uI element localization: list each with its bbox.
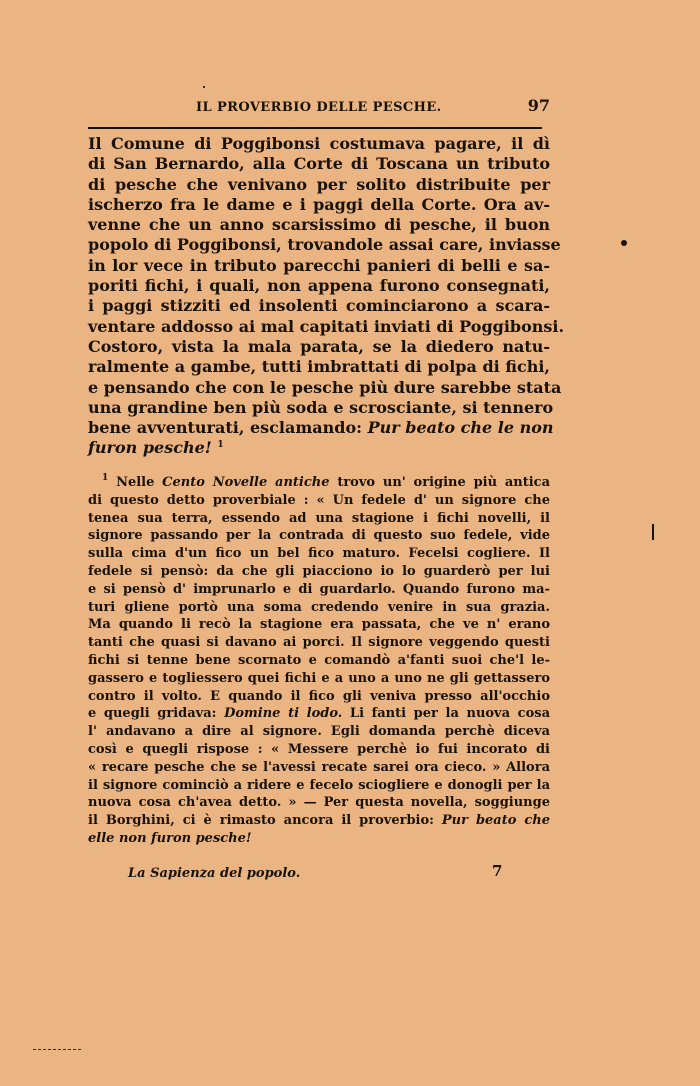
- body-line: Il Comune di Poggibonsi costumava pagare, il dì: [88, 134, 550, 153]
- footnote-line: tanti che quasi si davano ai porci. Il signore veggendo questi: [88, 635, 550, 651]
- body-line: [88, 418, 554, 438]
- footnote-line: di questo detto proverbiale : « Un fedele d' un signore che: [88, 492, 550, 508]
- footnote-line: sulla cima d'un fico un bel fico maturo. Fecelsi cogliere. Il: [88, 546, 550, 562]
- footnote-line: contro il volto. E quando il fico gli veniva presso all'occhio: [88, 688, 550, 704]
- signature-number: 7: [492, 862, 503, 880]
- exclamation-italic: Pur beato che le non: [367, 418, 554, 438]
- footnote-line: [88, 705, 550, 723]
- footnote-reference: 1: [217, 440, 224, 451]
- footnote-line: [88, 830, 550, 848]
- footnote-line: l' andavano a dire al signore. Egli domanda perchè diceva: [88, 724, 550, 740]
- footnote-line: tenea sua terra, essendo ad una stagione i fichi novelli, il: [88, 510, 550, 526]
- footnote-text: trovo un' origine più antica: [329, 475, 551, 490]
- body-line: una grandine ben più soda e scrosciante, si tennero: [88, 397, 554, 417]
- footnote-line: gassero e togliessero quei fichi e a uno a uno ne gli gettassero: [88, 670, 550, 686]
- body-line: ralmente a gambe, tutti imbrattati di polpa di fichi,: [88, 357, 550, 377]
- body-line: in lor vece in tributo parecchi panieri di belli e sa-: [88, 255, 550, 275]
- footnote-line: Ma quando li recò la stagione era passata, che ve n' erano: [88, 617, 550, 633]
- footnote-line: signore passando per la contrada di questo suo fedele, vide: [88, 528, 550, 544]
- running-title: IL PROVERBIO DELLE PESCHE.: [196, 100, 442, 115]
- footnote-line: [88, 812, 550, 830]
- footnote-line: così e quegli rispose : « Messere perchè io fui incorato di: [88, 741, 550, 757]
- footnote-line: fedele si pensò: da che gli piacciono io lo guarderò per lui: [88, 563, 550, 579]
- exclamation-italic-end: furon pesche!: [88, 438, 212, 458]
- paper-speck: [203, 86, 205, 88]
- footnote-line: turi gliene portò una soma credendo venire in sua grazia.: [88, 599, 550, 615]
- body-line: poriti fichi, i quali, non appena furono consegnati,: [88, 276, 550, 296]
- body-line: ischerzo fra le dame e i paggi della Corte. Ora av-: [88, 194, 550, 214]
- body-line: venne che un anno scarsissimo di pesche, il buon: [88, 215, 550, 235]
- paper-mark: [33, 1049, 81, 1050]
- margin-ink-dot: [621, 240, 627, 246]
- footnote-line: e si pensò d' imprunarlo e di guardarlo. Quando furono ma-: [88, 581, 550, 597]
- page-header: [88, 96, 550, 120]
- footnote-line: fichi si tenne bene scornato e comandò a'fanti suoi che'l le-: [88, 652, 550, 668]
- body-line: i paggi stizziti ed insolenti cominciarono a scara-: [88, 296, 550, 316]
- proverb-italic-end: elle non furon pesche!: [88, 830, 252, 846]
- footnote-line: il signore cominciò a ridere e fecelo sciogliere e donogli per la: [88, 777, 550, 793]
- latin-cry: Domine ti lodo.: [224, 706, 343, 722]
- margin-ink-mark: [652, 524, 654, 540]
- work-title: Cento Novelle antiche: [162, 475, 330, 490]
- footnote-text: Li fanti per la nuova cosa: [342, 706, 550, 722]
- body-line: [88, 438, 550, 458]
- footnote-text: e quegli gridava:: [88, 706, 225, 722]
- body-line: e pensando che con le pesche più dure sarebbe stata: [88, 377, 562, 397]
- footnote: [88, 474, 550, 848]
- body-line: popolo di Poggibonsi, trovandole assai care, inviasse: [88, 235, 561, 255]
- footnote-text: Nelle: [108, 475, 163, 490]
- body-line: di San Bernardo, alla Corte di Toscana un tributo: [88, 154, 550, 174]
- header-rule: [88, 127, 542, 129]
- proverb-italic: Pur beato che: [441, 813, 550, 829]
- page-number: 97: [527, 96, 550, 115]
- signature-line: La Sapienza del popolo.: [128, 866, 301, 881]
- footnote-marker: 1: [102, 473, 109, 483]
- body-line-text: bene avventurati, esclamando:: [88, 418, 368, 438]
- body-line: Costoro, vista la mala parata, se la diedero natu-: [88, 336, 550, 356]
- footnote-line: [88, 474, 550, 492]
- footnote-text: il Borghini, ci è rimasto ancora il proverbio:: [88, 813, 442, 829]
- footnote-line: « recare pesche che se l'avessi recate sarei ora cieco. » Allora: [88, 759, 550, 775]
- main-paragraph: [88, 134, 565, 459]
- footnote-line: nuova cosa ch'avea detto. » — Per questa novella, soggiunge: [88, 795, 550, 811]
- body-line: ventare addosso ai mal capitati inviati di Poggibonsi.: [88, 316, 565, 336]
- body-line: di pesche che venivano per solito distribuite per: [88, 174, 550, 194]
